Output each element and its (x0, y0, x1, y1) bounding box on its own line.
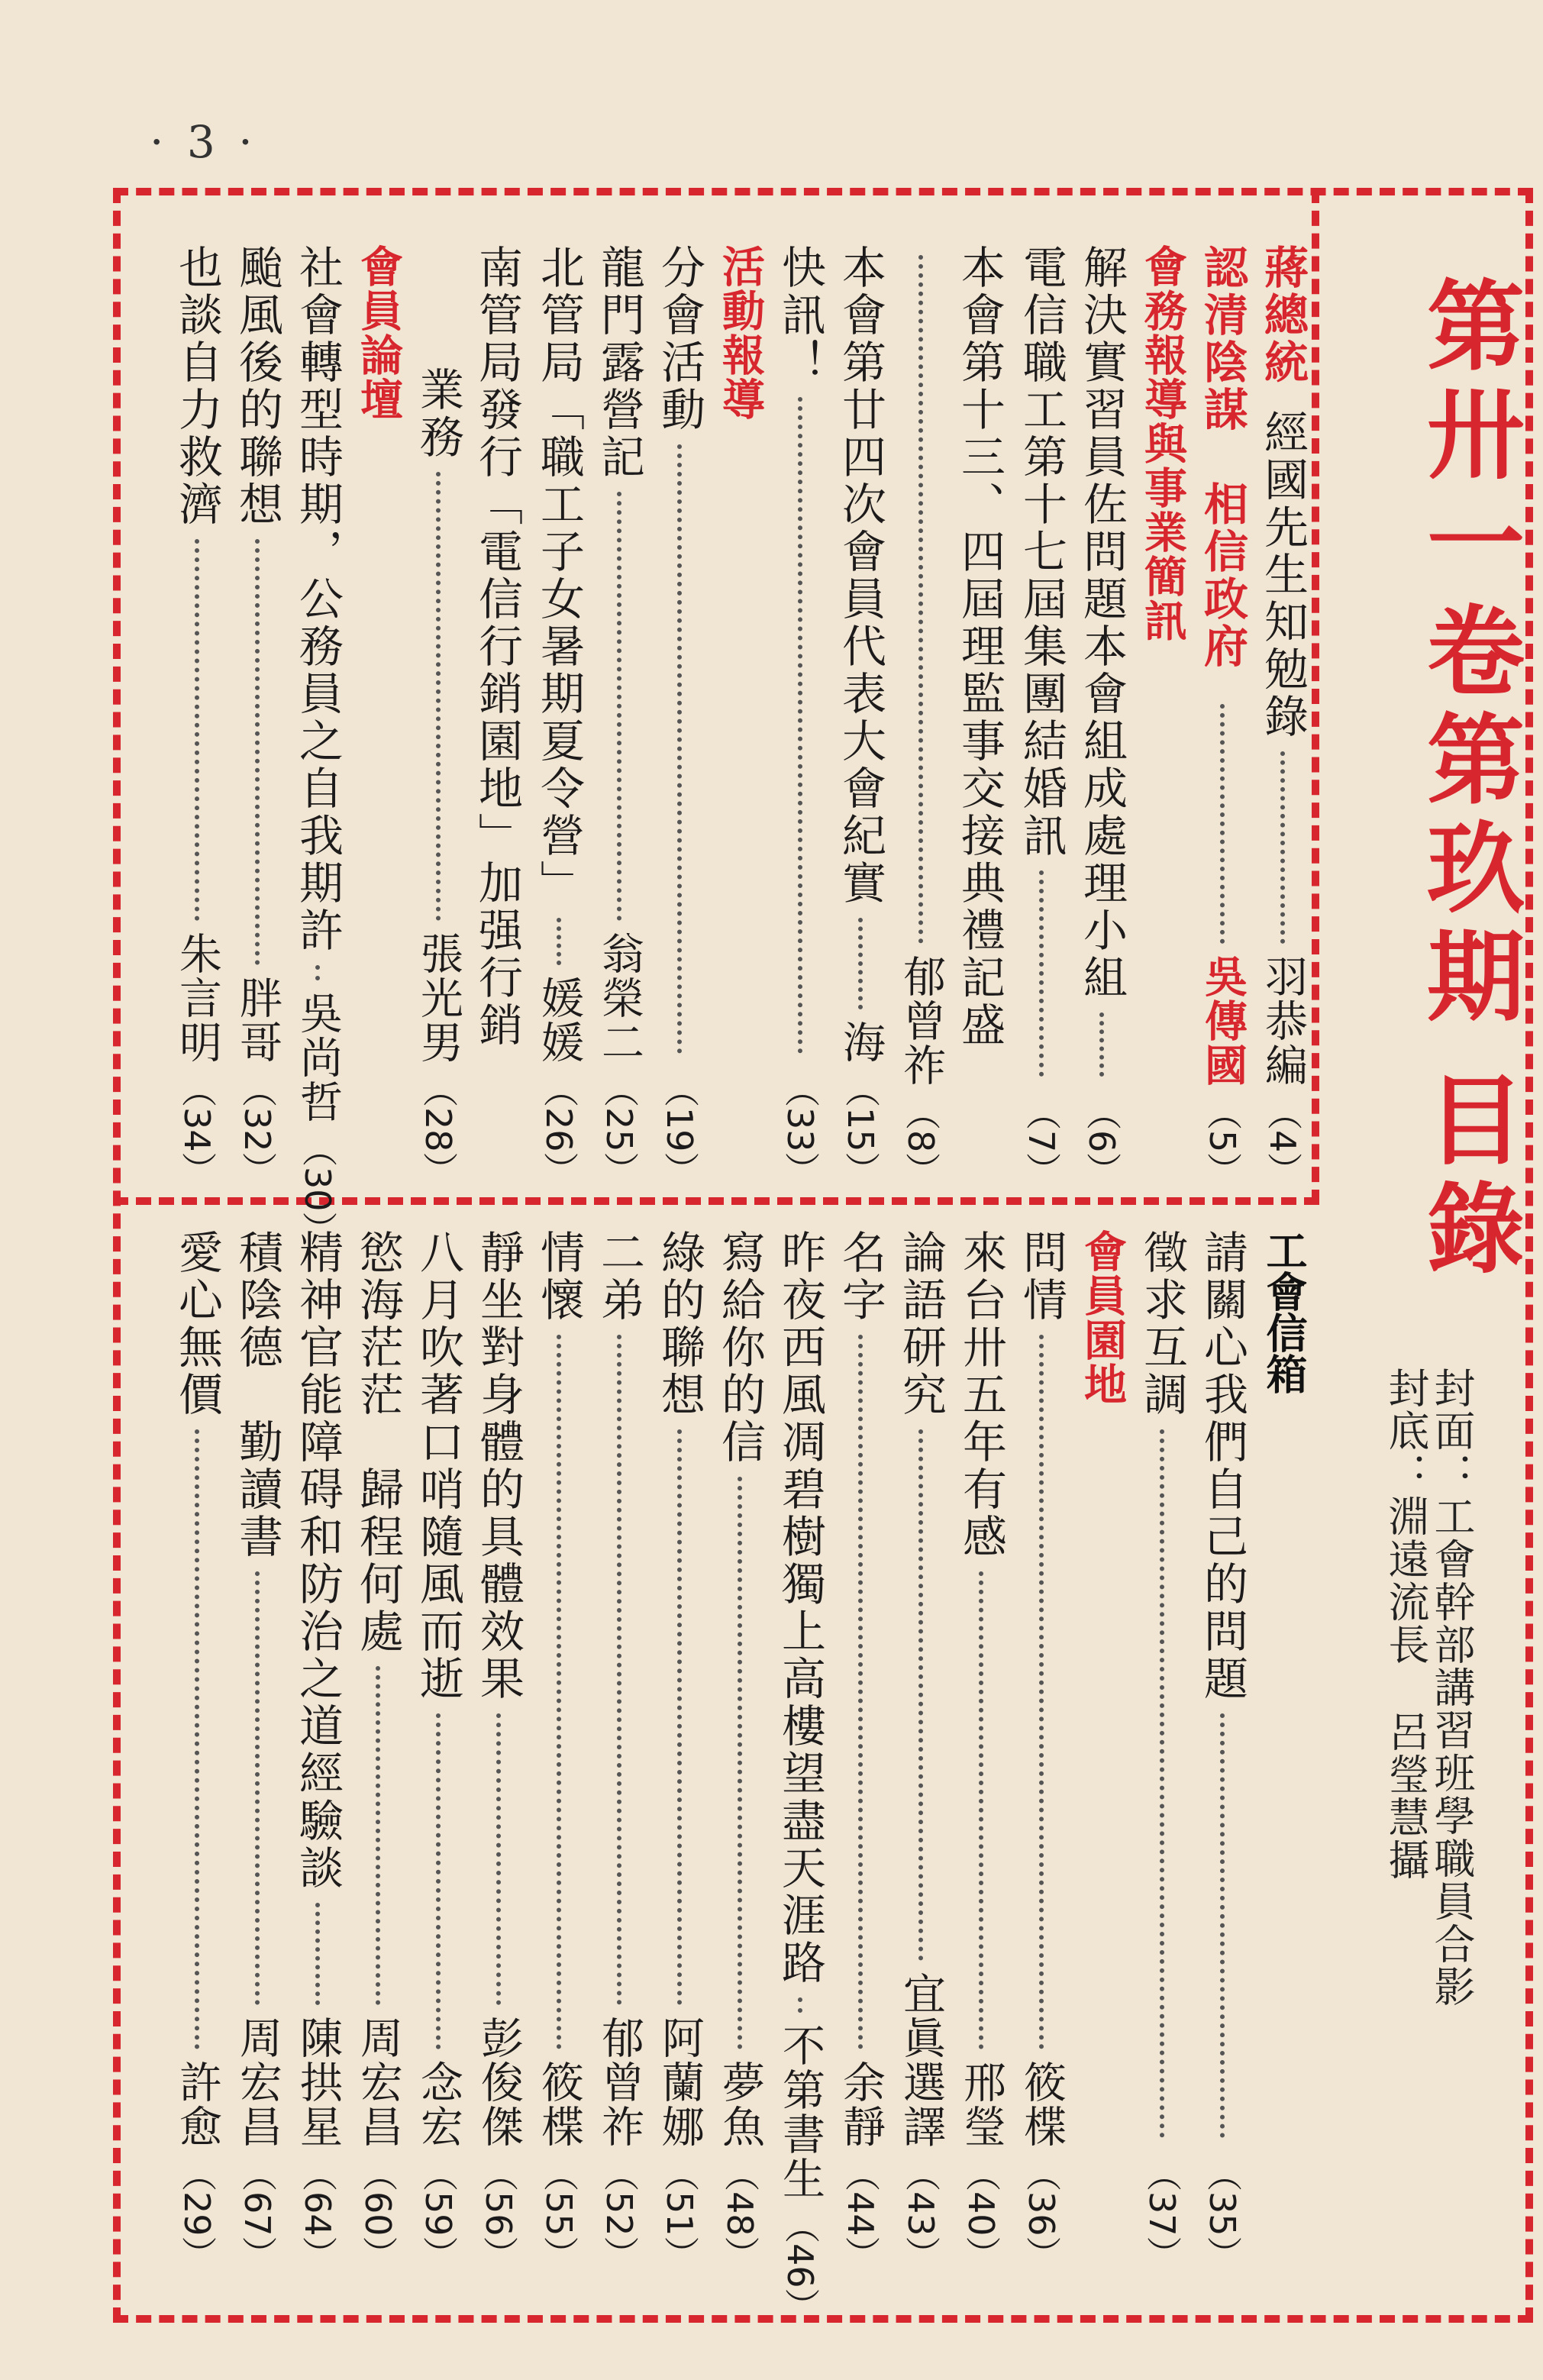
entry-author: 阿蘭娜 (655, 2016, 705, 2149)
entry-page-number: （28） (418, 1072, 459, 1187)
entry-page-number: （29） (176, 2156, 218, 2272)
leader-dots (1160, 1429, 1164, 2138)
toc-entry (1011, 244, 1072, 1187)
leader-dots (1220, 704, 1225, 944)
leader-dots (1220, 1713, 1225, 2138)
entry-author: 郁曾祚 (595, 2016, 644, 2149)
toc-entry (347, 1229, 408, 2272)
toc-entry (1252, 244, 1313, 1187)
toc-entry (287, 244, 348, 1247)
entry-page-number: （8） (900, 1094, 941, 1187)
leader-dots (677, 1429, 682, 2005)
entry-title: 颱風後的聯想 (231, 244, 283, 528)
entry-title: 經國先生知勉錄 (1257, 409, 1309, 741)
entry-title: 龍門露營記 (593, 244, 645, 481)
entry-page-number: （19） (659, 1072, 700, 1187)
entry-title: 綠的聯想 (654, 1229, 705, 1419)
toc-title-line (951, 244, 1012, 1049)
leader-dots (195, 1429, 199, 2049)
leader-dots (496, 1713, 501, 2005)
entry-page-number: （36） (1021, 2156, 1062, 2272)
entry-title: 靜坐對身體的具體效果 (473, 1229, 525, 1703)
toc-entry (890, 1229, 951, 2272)
entry-title: 八月吹著口哨隨風而逝 (412, 1229, 464, 1703)
section-heading-text: 會務報導與事業簡訊 (1138, 244, 1187, 643)
leader-dots (1099, 1012, 1104, 1077)
section-heading (1071, 1229, 1132, 1406)
cover-back-credit: 呂瑩慧攝 (1382, 1710, 1430, 1881)
entry-title: 情懷 (533, 1229, 585, 1324)
page-number: · 3 · (150, 116, 257, 168)
leader-dots (255, 539, 260, 965)
leader-dots (1280, 751, 1285, 944)
entry-page-number: （4） (1262, 1094, 1303, 1187)
toc-entry (890, 244, 951, 1187)
cover-back-caption (1382, 1367, 1429, 1666)
toc-entry (709, 1229, 770, 2272)
entry-author: 宜眞選譯 (896, 1971, 946, 2149)
entry-title: 愛心無價 (171, 1229, 223, 1419)
section-heading-text: 會員園地 (1077, 1229, 1127, 1406)
entry-author: 陳拱星 (293, 2016, 343, 2149)
leader-dots (557, 918, 561, 965)
section-heading-text: 會員論壇 (353, 244, 403, 421)
entry-title: 積陰德 勤讀書 (231, 1229, 283, 1561)
entry-title-highlight: 認清陰謀 相信政府 (1196, 244, 1248, 670)
entry-page-number: （46） (780, 2208, 821, 2323)
leader-dots (617, 492, 621, 921)
toc-entry (830, 244, 891, 1187)
leader-dots (738, 1477, 742, 2049)
toc-title-line (468, 244, 529, 1049)
entry-page-number: （52） (599, 2156, 640, 2272)
toc-entry (227, 244, 288, 1187)
entry-page-number: （51） (659, 2156, 700, 2272)
section-heading (709, 244, 770, 421)
entry-title: 分會活動 (654, 244, 705, 434)
entry-title: 業務 (412, 367, 464, 461)
entry-author: 吳尚哲 (293, 991, 343, 1124)
entry-page-number: （35） (1202, 2156, 1243, 2272)
section-heading-text: 活動報導 (715, 244, 765, 421)
leader-dots (376, 1666, 380, 2005)
leader-dots (1039, 1335, 1044, 2049)
entry-page-number: （7） (1021, 1094, 1062, 1187)
entry-title: 論語研究 (895, 1229, 947, 1419)
entry-page-number: （30） (297, 1132, 338, 1247)
entry-title: 社會轉型時期，公務員之自我期許 (292, 244, 344, 954)
cover-back-text: 淵遠流長 (1382, 1495, 1430, 1666)
entry-page-number: （59） (418, 2156, 459, 2272)
entry-author: 彭俊傑 (474, 2016, 524, 2149)
leader-dots (1039, 870, 1044, 1077)
leader-dots (918, 255, 923, 944)
entry-author: 朱言明 (173, 932, 222, 1065)
entry-title: 本會第廿四次會員代表大會紀實 (834, 244, 886, 907)
entry-author: 羽恭編 (1258, 954, 1308, 1087)
entry-title: 問情 (1015, 1229, 1067, 1324)
entry-page-number: （33） (780, 1072, 821, 1187)
entry-title: 南管局發行「電信行銷園地」加强行銷 (471, 244, 523, 1049)
entry-author: 許愈 (173, 2060, 222, 2149)
entry-author: 翁榮二 (595, 932, 644, 1065)
section-heading (1131, 244, 1193, 643)
leader-dots (979, 1571, 983, 2049)
toc-entry (1192, 1229, 1253, 2272)
entry-title: 二弟 (593, 1229, 645, 1324)
leader-dots (436, 472, 441, 921)
toc-entry (770, 1229, 831, 2323)
toc-entry (166, 244, 228, 1187)
leader-dots (858, 918, 863, 1009)
entry-page-number: （44） (840, 2156, 881, 2272)
toc-entry (830, 1229, 891, 2272)
toc-entry (528, 244, 589, 1187)
entry-page-number: （34） (176, 1072, 218, 1187)
entry-author: 吳傳國 (1198, 954, 1248, 1087)
toc-entry (951, 1229, 1012, 2272)
entry-page-number: （5） (1202, 1094, 1243, 1187)
entry-author: 張光男 (414, 932, 463, 1065)
contents-heading: 目錄 (1410, 1069, 1524, 1286)
toc-entry (649, 1229, 710, 2272)
toc-entry (770, 244, 831, 1187)
leader-dots (436, 1713, 441, 2049)
toc-entry (227, 1229, 288, 2272)
entry-title: 快訊！ (774, 244, 826, 386)
entry-author: 余靜 (836, 2060, 886, 2149)
entry-title: 慾海茫茫 歸程何處 (352, 1229, 404, 1655)
entry-page-number: （37） (1141, 2156, 1183, 2272)
cover-front-label: 封面： (1428, 1367, 1476, 1495)
entry-title: 解決實習員佐問題本會組成處理小組 (1076, 244, 1128, 1002)
entry-page-number: （60） (357, 2156, 399, 2272)
leader-dots (918, 1429, 923, 1961)
section-heading (347, 244, 408, 421)
leader-dots (255, 1571, 260, 2005)
toc-entry (649, 244, 710, 1187)
toc-entry (589, 244, 650, 1187)
entry-page-number: （43） (900, 2156, 941, 2272)
entry-page-number: （48） (719, 2156, 760, 2272)
toc-entry (1131, 1229, 1193, 2272)
leader-dots (315, 965, 320, 980)
entry-title: 寫給你的信 (714, 1229, 766, 1466)
section-heading (1252, 1229, 1313, 1394)
entry-title: 也談自力救濟 (171, 244, 223, 528)
leader-dots (315, 1903, 320, 2005)
leader-dots (617, 1335, 621, 2005)
toc-entry (1192, 244, 1253, 1187)
entry-page-number: （64） (297, 2156, 338, 2272)
toc-entry (408, 1229, 469, 2272)
entry-author: 郁曾祚 (896, 954, 946, 1087)
entry-author: 邢瑩 (957, 2060, 1006, 2149)
toc-entry (468, 1229, 529, 2272)
leader-dots (858, 1335, 863, 2049)
entry-title-highlight: 蔣總統 (1257, 244, 1309, 386)
entry-title: 徵求互調 (1136, 1229, 1188, 1419)
cover-back-label: 封底： (1382, 1367, 1430, 1495)
entry-author: 周宏昌 (353, 2016, 403, 2149)
entry-title: 本會第十三、四屆理監事交接典禮記盛 (954, 244, 1006, 1049)
leader-dots (557, 1335, 561, 2049)
toc-entry (589, 1229, 650, 2272)
entry-title: 電信職工第十七屆集團結婚訊 (1015, 244, 1067, 860)
entry-title: 請關心我們自己的問題 (1196, 1229, 1248, 1703)
entry-title: 北管局「職工子女暑期夏令營」 (533, 244, 585, 907)
section-heading-text: 工會信箱 (1260, 1229, 1308, 1394)
toc-entry (1071, 244, 1132, 1187)
entry-page-number: （25） (599, 1072, 640, 1187)
entry-author: 筱楪 (534, 2060, 584, 2149)
leader-dots (677, 444, 682, 1054)
cover-front-caption (1428, 1367, 1475, 2008)
entry-author: 夢魚 (715, 2060, 765, 2149)
cover-front-text: 工會幹部講習班學職員合影 (1428, 1495, 1476, 2008)
entry-author: 念宏 (414, 2060, 463, 2149)
toc-entry (528, 1229, 589, 2272)
entry-page-number: （26） (538, 1072, 579, 1187)
leader-dots (195, 539, 199, 921)
leader-dots (798, 1997, 802, 2013)
toc-entry (166, 1229, 228, 2272)
entry-page-number: （67） (237, 2156, 278, 2272)
entry-title: 精神官能障碍和防治之道經驗談 (292, 1229, 344, 1892)
entry-author: 胖哥 (233, 976, 282, 1065)
entry-page-number: （15） (840, 1072, 881, 1187)
entry-author: 媛媛 (534, 976, 584, 1065)
entry-title: 名字 (834, 1229, 886, 1324)
entry-author: 筱楪 (1017, 2060, 1067, 2149)
entry-page-number: （32） (237, 1072, 278, 1187)
toc-entry (287, 1229, 348, 2272)
entry-author: 不第書生 (776, 2023, 825, 2201)
entry-title: 昨夜西風凋碧樹獨上高樓望盡天涯路 (774, 1229, 826, 1987)
issue-title: 第卅一卷第玖期 (1410, 275, 1524, 1034)
entry-title: 來台卅五年有感 (955, 1229, 1007, 1561)
leader-dots (798, 397, 802, 1054)
entry-page-number: （56） (478, 2156, 519, 2272)
entry-page-number: （55） (538, 2156, 579, 2272)
entry-page-number: （40） (960, 2156, 1002, 2272)
toc-entry (408, 367, 469, 1187)
entry-page-number: （6） (1081, 1094, 1122, 1187)
entry-author: 海 (836, 1020, 886, 1065)
toc-entry (1011, 1229, 1072, 2272)
entry-author: 周宏昌 (233, 2016, 282, 2149)
